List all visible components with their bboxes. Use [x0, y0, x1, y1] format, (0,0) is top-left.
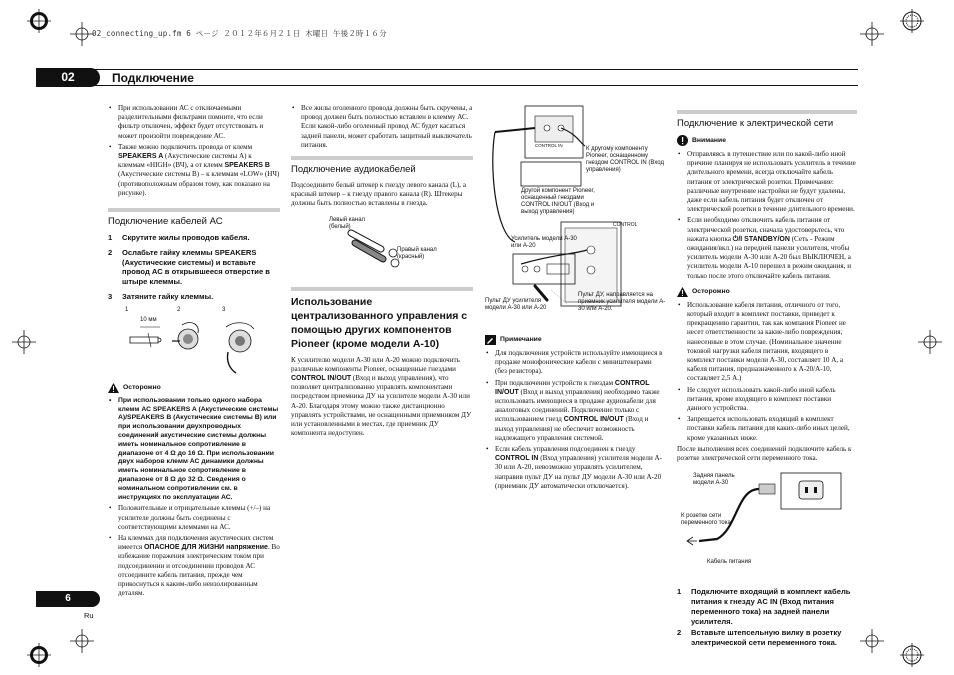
- column-3: [485, 104, 665, 493]
- note-heading: Примечание: [485, 335, 665, 345]
- audio-cable-figure: [291, 213, 473, 279]
- section-title-audio-cables: Подключение аудиокабелей: [291, 156, 473, 176]
- label-control-in: CONTROL IN: [535, 143, 563, 148]
- crosshair-mark-icon: [860, 629, 884, 653]
- caution-item: • Не следует использовать какой-либо иной кабель питания, кроме входящего в комплект поставки данного устройства.: [677, 386, 857, 414]
- figure-label-1: 1: [125, 306, 129, 313]
- page-number: 6: [36, 591, 100, 607]
- bullet-item: • Также можно подключить провода от клемм SPEAKERS A (Акустические системы А) к клеммам «HIGH» (ВЧ), а от клемм SPEAKERS B (Акустические системы В) – к клеммам «LOW» (НЧ) (противоположным образом тому, как показано на рисунке).: [108, 143, 280, 198]
- label-outlet: К розетке сети переменного тока: [681, 513, 731, 527]
- note-item: • Если кабель управления подсоединен к гнезду CONTROL IN (Вход управления) усилителя модели A-30 или A-20, невозможно управлять усилителем, направив пульт ДУ на пульт ДУ модели A-30 или A-20 (приемник ДУ автоматически отключается).: [485, 445, 665, 491]
- important-item: • Отправляясь в путешествие или по какой-либо иной причине планируя не использовать усилитель в течение длительного времени, всегда отключайте кабель питания от электрической розетки. Примечание: различные внутренние настройки не будут удалены, даже если кабель питания будет отключен от электрической розетки в течение длительного времени.: [677, 150, 857, 214]
- crosshair-mark-icon: [70, 22, 94, 46]
- label-other-pioneer: Другой компонент Pioneer, оснащенный гнездами CONTROL IN/OUT (Вход и выход управления): [521, 188, 595, 215]
- audio-text: Подсоедините белый штекер к гнезду левого канала (L), а красный штекер – к гнезду правого канала (R). Штекеры должны быть полностью вставлены в гнезда.: [291, 181, 466, 208]
- label-control: CONTROL: [613, 222, 638, 228]
- note-item: • Для подключения устройств используйте имеющиеся в продаже монофонические кабели с миништекерами (без резистора).: [485, 349, 665, 377]
- caution-item: • На клеммах для подключения акустических систем имеется ОПАСНОЕ ДЛЯ ЖИЗНИ напряжение. Во избежание поражения электрическим током при подсоединении и отсоединении проводов АС отсоедините кабель питания, прежде чем прикоснуться к каким-либо неизолированным деталям.: [108, 534, 280, 598]
- step-item: 2 Ослабьте гайку клеммы SPEAKERS (Акустические системы) и вставьте провод АС в открывшееся отверстие в штыре клеммы.: [108, 247, 270, 287]
- caution-item: • Положительные и отрицательные клеммы (+/–) на усилителе должны быть соединены с соответствующими клеммами на АС.: [108, 504, 280, 532]
- figure-label-2: 2: [177, 306, 181, 313]
- section-title-central-control: Использование централизованного управления с помощью других компонентов Pioneer (кроме модели A-10): [291, 287, 473, 351]
- important-icon: [677, 135, 688, 146]
- caution-heading: Осторожно: [108, 383, 280, 393]
- section-title-power: Подключение к электрической сети: [677, 110, 857, 130]
- bullet-item: • Все жилы оголенного провода должны быть скручены, а провод должен быть полностью вставлен в клемму АС. Если какой-либо оголенный провод АС будет касаться задней панели, может сработать защитный выключатель питания.: [291, 104, 473, 150]
- section-title-speaker-cables: Подключение кабелей АС: [108, 208, 280, 228]
- control-connection-figure: [485, 104, 665, 319]
- warning-triangle-icon: [677, 287, 688, 297]
- column-2: [291, 104, 473, 438]
- chapter-title: Подключение: [112, 71, 194, 85]
- step-item: 1 Скрутите жилы проводов кабеля.: [108, 233, 250, 243]
- registration-mark-icon: [900, 9, 924, 33]
- registration-mark-icon: [900, 643, 924, 667]
- caution-item: • Запрещается использовать входящий в комплект поставки кабель питания для каких-либо иных целей, кроме указанных ниже.: [677, 415, 857, 443]
- label-remote-amp: Пульт ДУ усилителя модели A-30 или A-20: [485, 298, 547, 311]
- column-4: [677, 104, 857, 653]
- label-other-component: К другому компоненту Pioneer, оснащенному гнездом CONTROL IN (Вход управления): [586, 146, 664, 173]
- bullet-item: • При использовании АС с отключаемыми разделительными фильтрами помните, что если фильтр отключен, эффект будет отсутствовать и может произойти повреждение АС.: [108, 104, 280, 141]
- important-heading: Внимание: [677, 135, 857, 146]
- step-item: 3 Затяните гайку клеммы.: [108, 292, 214, 302]
- registration-mark-icon: [27, 643, 51, 667]
- step-item: 1 Подключите входящий в комплект кабель питания к гнезду AC IN (Вход питания переменного тока) на задней панели усилителя.: [677, 587, 851, 626]
- label-remote-other: Пульт ДУ, направляется на приемник усилителя модели A-30 или A-20.: [578, 292, 666, 312]
- after-connection-text: После выполнения всех соединений подключите кабель к розетке электрической сети переменного тока.: [677, 444, 852, 463]
- control-text: К усилителю модели A-30 или A-20 можно подключить различные компоненты Pioneer, оснащенные гнездами CONTROL IN/OUT (Вход и выход управления), что позволяет централизованно управлять компонентами посредством приемника ДУ на усилителе модели A-30 или A-20. Благодаря этому можно также дистанционно управлять устройствами, не оснащенными приемником ДУ или установленными в местах, где приемник ДУ компонента недоступен.: [291, 355, 472, 438]
- power-connection-figure: [677, 469, 857, 575]
- crosshair-mark-icon: [70, 629, 94, 653]
- figure-label-10mm: 10 мм: [140, 316, 157, 323]
- label-power-cord: Кабель питания: [707, 559, 752, 566]
- figure-label-3: 3: [222, 306, 226, 313]
- caution-heading: Осторожно: [677, 287, 857, 297]
- important-item: • Если необходимо отключить кабель питания от электрической розетки, сначала удостоверьтесь, что нажата кнопка ⏻/I STANDBY/ON (Сеть - Режим ожидания/вкл.) на передней панели усилителя, чтобы усилитель модели A-30 или A-20 был ВЫКЛЮЧЕН, а усилитель модели A-10 перешел в режим ожидания, и только после этого отключайте кабель питания.: [677, 216, 857, 280]
- caution-item: • При использовании только одного набора клемм АС SPEAKERS A (Акустические системы A)/SPEAKERS B (Акустические системы B) или при использовании двухпроводных соединений акустические системы должны иметь номинальное сопротивление в диапазоне от 4 Ω до 16 Ω. При использовании двух наборов клемм АС динамики должны иметь номинальное сопротивление в диапазоне от 8 Ω до 32 Ω. Сведения о номинальном сопротивлении см. в инструкциях по эксплуатации АС.: [108, 397, 280, 503]
- note-item: • При подключении устройств к гнездам CONTROL IN/OUT (Вход и выход управления) необходимо также использовать имеющиеся в продаже аудиокабели для аналоговых соединений. Подключение только с использованием гнезд CONTROL IN/OUT (Вход и выход управления) не обеспечит возможность надлежащего управления системой.: [485, 379, 665, 443]
- label-left-channel: Левый канал (белый): [329, 216, 366, 230]
- speaker-terminal-figure: [108, 307, 280, 377]
- step-list: [108, 233, 280, 302]
- chapter-number: 02: [36, 68, 100, 87]
- registration-mark-icon: [27, 9, 51, 33]
- warning-triangle-icon: [108, 383, 119, 393]
- crosshair-mark-icon: [12, 330, 36, 354]
- crosshair-mark-icon: [918, 330, 942, 354]
- label-amplifier: Усилитель модели A-30 или A-20: [511, 236, 577, 249]
- caution-item: • Использование кабеля питания, отличного от того, который входит в комплект поставки, приведет к прекращению гарантии, так как компания Pioneer не несет ответственности за какие-либо повреждения, нанесенные в этом случае. (Номинальное значение токовой нагрузки кабеля питания, входящего в комплект поставки модели A-30, составляет 10 А, а кабеля питания, предназначенного к A-20/A-10, составляет 2,5 А.): [677, 301, 857, 384]
- page-language: Ru: [84, 611, 94, 620]
- column-1: [108, 104, 280, 600]
- step-item: 2 Вставьте штепсельную вилку в розетку электрической сети переменного тока.: [677, 628, 842, 648]
- label-rear-panel: Задняя панель модели A-30: [693, 473, 735, 487]
- file-header: 02_connecting_up.fm 6 ページ ２０１２年６月２１日 木曜日 午後２時１６分: [92, 29, 387, 38]
- power-step-list: [677, 587, 857, 648]
- label-right-channel: Правый канал (красный): [397, 246, 437, 260]
- note-pencil-icon: [485, 335, 496, 345]
- crosshair-mark-icon: [860, 22, 884, 46]
